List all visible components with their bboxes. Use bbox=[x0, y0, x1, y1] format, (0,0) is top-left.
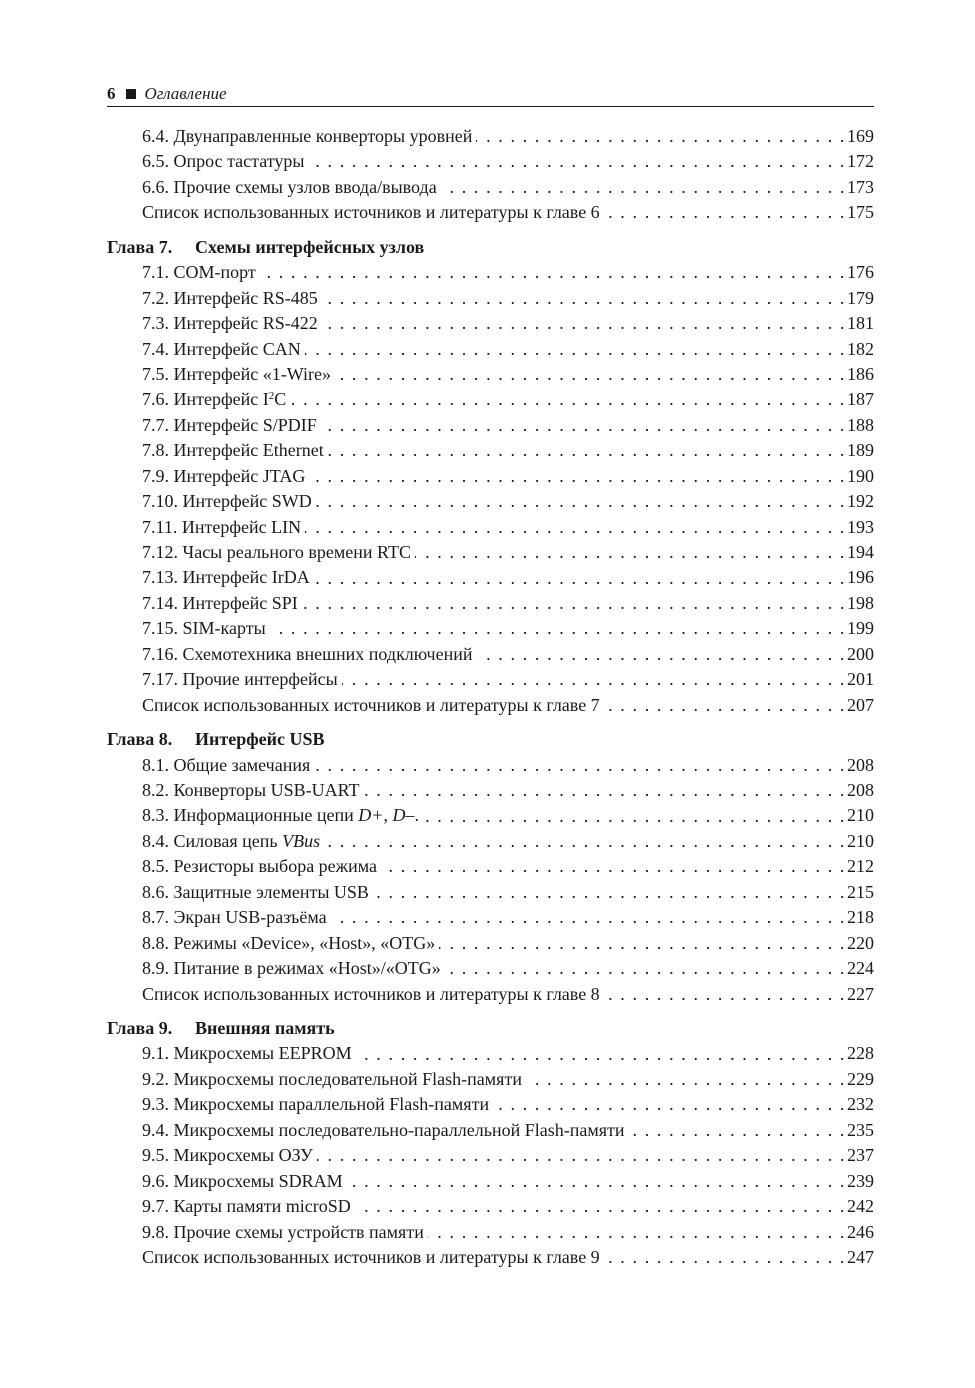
toc-entry[interactable] bbox=[107, 854, 874, 879]
entry-page-number: 188 bbox=[847, 414, 874, 435]
dot-leader bbox=[331, 905, 846, 930]
entry-page-number: 186 bbox=[847, 363, 874, 384]
entry-label: 7.2. Интерфейс RS-485 bbox=[142, 287, 318, 308]
label-text: 8.3. Информационные цепи bbox=[142, 805, 359, 826]
chapter-heading bbox=[107, 727, 874, 753]
entry-label: 7.4. Интерфейс CAN bbox=[142, 338, 301, 359]
entry-page-number: 200 bbox=[847, 643, 874, 664]
entry-page-number: 172 bbox=[847, 151, 874, 172]
chapter-number: Глава 7. bbox=[107, 236, 173, 257]
toc-entry[interactable] bbox=[107, 540, 874, 565]
dot-leader bbox=[290, 387, 846, 412]
label-italic: D+ bbox=[358, 805, 384, 826]
entry-label bbox=[142, 387, 286, 412]
label-superscript: 2 bbox=[268, 390, 275, 403]
entry-label: 7.10. Интерфейс SWD bbox=[142, 491, 312, 512]
dot-leader bbox=[321, 413, 846, 438]
entry-page-number: 173 bbox=[847, 176, 874, 197]
entry-label: 7.15. SIM-карты bbox=[142, 618, 266, 639]
toc-entry[interactable] bbox=[107, 753, 874, 778]
dot-leader bbox=[476, 124, 846, 149]
entry-label: Список использованных источников и литературы к главе 9 bbox=[142, 1246, 600, 1267]
entry-page-number: 235 bbox=[847, 1119, 874, 1140]
entry-page-number: 210 bbox=[847, 830, 874, 851]
entry-page-number: 196 bbox=[847, 567, 874, 588]
toc-entry[interactable] bbox=[107, 515, 874, 540]
entry-page-number: 237 bbox=[847, 1145, 874, 1166]
dot-leader bbox=[342, 667, 846, 692]
page-number: 6 bbox=[107, 84, 116, 103]
entry-page-number: 242 bbox=[847, 1196, 874, 1217]
entry-label: 8.5. Резисторы выбора режима bbox=[142, 856, 377, 877]
toc-entry[interactable] bbox=[107, 804, 874, 829]
entry-label: 6.5. Опрос тастатуры bbox=[142, 151, 305, 172]
dot-leader bbox=[260, 260, 846, 285]
toc-entry[interactable] bbox=[107, 175, 874, 200]
entry-label: 7.11. Интерфейс LIN bbox=[142, 516, 302, 537]
entry-label: 7.13. Интерфейс IrDA bbox=[142, 567, 310, 588]
entry-label: 9.5. Микросхемы ОЗУ bbox=[142, 1145, 313, 1166]
dot-leader bbox=[356, 1042, 846, 1067]
entry-page-number: 227 bbox=[847, 983, 874, 1004]
entry-page-number: 208 bbox=[847, 780, 874, 801]
entry-label: 8.1. Общие замечания bbox=[142, 754, 311, 775]
toc-entry[interactable] bbox=[107, 1118, 874, 1143]
entry-label: 7.9. Интерфейс JTAG bbox=[142, 465, 306, 486]
toc-entry[interactable] bbox=[107, 1245, 874, 1270]
entry-page-number: 179 bbox=[847, 287, 874, 308]
entry-page-number: 192 bbox=[847, 491, 874, 512]
dot-leader bbox=[428, 1220, 846, 1245]
dot-leader bbox=[604, 1245, 846, 1270]
entry-label: 9.2. Микросхемы последовательной Flash-памяти bbox=[142, 1068, 522, 1089]
toc-entry[interactable] bbox=[107, 464, 874, 489]
dot-leader bbox=[322, 311, 846, 336]
dot-leader bbox=[477, 642, 847, 667]
toc-entry[interactable] bbox=[107, 124, 874, 149]
toc-entry[interactable] bbox=[107, 956, 874, 981]
toc-entry[interactable] bbox=[107, 337, 874, 362]
entry-page-number: 208 bbox=[847, 754, 874, 775]
dot-leader bbox=[604, 693, 846, 718]
dot-leader bbox=[493, 1092, 846, 1117]
entry-label: 9.7. Карты памяти microSD bbox=[142, 1196, 351, 1217]
toc-entry[interactable] bbox=[107, 642, 874, 667]
toc-entry[interactable] bbox=[107, 931, 874, 956]
entry-page-number: 207 bbox=[847, 694, 874, 715]
toc-entry[interactable] bbox=[107, 778, 874, 803]
entry-label: 7.8. Интерфейс Ethernet bbox=[142, 440, 324, 461]
entry-label: 9.4. Микросхемы последовательно-параллельной Flash-памяти bbox=[142, 1119, 625, 1140]
dot-leader bbox=[629, 1118, 846, 1143]
label-text: , bbox=[383, 805, 393, 826]
entry-page-number: 212 bbox=[847, 856, 874, 877]
label-text: 7.6. Интерфейс I bbox=[142, 389, 269, 410]
entry-page-number: 199 bbox=[847, 618, 874, 639]
entry-page-number: 201 bbox=[847, 669, 874, 690]
dot-leader bbox=[335, 362, 846, 387]
dot-leader bbox=[604, 982, 846, 1007]
toc-entry[interactable] bbox=[107, 982, 874, 1007]
dot-leader bbox=[316, 489, 846, 514]
dot-leader bbox=[305, 515, 846, 540]
entry-page-number: 220 bbox=[847, 932, 874, 953]
label-text: . bbox=[414, 805, 419, 826]
dot-leader bbox=[445, 956, 846, 981]
entry-label: 7.12. Часы реального времени RTC bbox=[142, 542, 411, 563]
entry-page-number: 175 bbox=[847, 202, 874, 223]
dot-leader bbox=[364, 778, 846, 803]
label-italic: VBus bbox=[282, 830, 321, 851]
entry-page-number: 189 bbox=[847, 440, 874, 461]
toc-entry[interactable] bbox=[107, 1092, 874, 1117]
chapter-number: Глава 9. bbox=[107, 1018, 173, 1038]
dot-leader bbox=[314, 566, 846, 591]
entry-label: 7.7. Интерфейс S/PDIF bbox=[142, 414, 317, 435]
dot-leader bbox=[423, 804, 846, 829]
entry-page-number: 210 bbox=[847, 805, 874, 826]
entry-label: 9.1. Микросхемы EEPROM bbox=[142, 1043, 352, 1064]
entry-page-number: 193 bbox=[847, 516, 874, 537]
dot-leader bbox=[441, 175, 846, 200]
dot-leader bbox=[324, 829, 846, 854]
dot-leader bbox=[317, 1143, 846, 1168]
chapter-title: Интерфейс USB bbox=[195, 729, 325, 750]
toc-entry[interactable] bbox=[107, 616, 874, 641]
toc-entry[interactable] bbox=[107, 489, 874, 514]
entry-label: 8.8. Режимы «Device», «Host», «OTG» bbox=[142, 932, 436, 953]
entry-page-number: 182 bbox=[847, 338, 874, 359]
toc-entry[interactable] bbox=[107, 200, 874, 225]
toc-entry[interactable] bbox=[107, 413, 874, 438]
dot-leader bbox=[415, 540, 846, 565]
toc-entry[interactable] bbox=[107, 1194, 874, 1219]
dot-leader bbox=[328, 438, 846, 463]
toc-entry[interactable] bbox=[107, 693, 874, 718]
entry-label: 8.9. Питание в режимах «Host»/«OTG» bbox=[142, 958, 441, 979]
entry-label bbox=[142, 803, 419, 828]
toc-entry[interactable] bbox=[107, 591, 874, 616]
entry-page-number: 228 bbox=[847, 1043, 874, 1064]
entry-label: 7.17. Прочие интерфейсы bbox=[142, 669, 338, 690]
entry-page-number: 187 bbox=[847, 389, 874, 410]
toc-entry[interactable] bbox=[107, 667, 874, 692]
entry-label bbox=[142, 829, 320, 854]
dot-leader bbox=[381, 854, 846, 879]
toc-entry[interactable] bbox=[107, 1042, 874, 1067]
entry-page-number: 190 bbox=[847, 465, 874, 486]
toc-entry[interactable] bbox=[107, 880, 874, 905]
chapter-title: Внешняя память bbox=[195, 1018, 335, 1038]
entry-label: 7.14. Интерфейс SPI bbox=[142, 592, 298, 613]
dot-leader bbox=[322, 286, 846, 311]
entry-page-number: 181 bbox=[847, 313, 874, 334]
running-header bbox=[107, 82, 874, 107]
entry-page-number: 229 bbox=[847, 1068, 874, 1089]
label-text: C bbox=[274, 389, 287, 410]
chapter-heading bbox=[107, 1016, 874, 1042]
dot-leader bbox=[347, 1169, 846, 1194]
entry-label: 8.7. Экран USB-разъёма bbox=[142, 907, 327, 928]
entry-label: 6.4. Двунаправленные конверторы уровней bbox=[142, 125, 473, 146]
entry-label: 7.5. Интерфейс «1-Wire» bbox=[142, 363, 332, 384]
dot-leader bbox=[305, 337, 846, 362]
toc-entry[interactable] bbox=[107, 1067, 874, 1092]
entry-label: Список использованных источников и литературы к главе 7 bbox=[142, 694, 600, 715]
toc-entry[interactable] bbox=[107, 438, 874, 463]
entry-label: 6.6. Прочие схемы узлов ввода/вывода bbox=[142, 176, 437, 197]
dot-leader bbox=[270, 616, 846, 641]
entry-page-number: 198 bbox=[847, 592, 874, 613]
entry-label: 8.6. Защитные элементы USB bbox=[142, 881, 369, 902]
label-text: 8.4. Силовая цепь bbox=[142, 830, 283, 851]
entry-label: 7.1. COM-порт bbox=[142, 262, 256, 283]
chapter-heading bbox=[107, 235, 874, 261]
dot-leader bbox=[308, 149, 846, 174]
toc-entry[interactable] bbox=[107, 566, 874, 591]
toc-entry[interactable] bbox=[107, 362, 874, 387]
toc-entry[interactable] bbox=[107, 905, 874, 930]
entry-label: 9.8. Прочие схемы устройств памяти bbox=[142, 1221, 424, 1242]
entry-page-number: 218 bbox=[847, 907, 874, 928]
entry-page-number: 224 bbox=[847, 958, 874, 979]
entry-page-number: 232 bbox=[847, 1094, 874, 1115]
entry-label: Список использованных источников и литературы к главе 6 bbox=[142, 202, 600, 223]
entry-page-number: 246 bbox=[847, 1221, 874, 1242]
toc-entry[interactable] bbox=[107, 311, 874, 336]
toc-entry[interactable] bbox=[107, 149, 874, 174]
toc-entry[interactable] bbox=[107, 829, 874, 854]
entry-label: 8.2. Конверторы USB-UART bbox=[142, 780, 360, 801]
toc-entry[interactable] bbox=[107, 286, 874, 311]
dot-leader bbox=[604, 200, 846, 225]
toc-entry[interactable] bbox=[107, 1169, 874, 1194]
dot-leader bbox=[309, 464, 846, 489]
chapter-title: Схемы интерфейсных узлов bbox=[195, 236, 425, 257]
toc-entry[interactable] bbox=[107, 1143, 874, 1168]
table-of-contents bbox=[107, 124, 874, 1270]
square-bullet-icon bbox=[126, 89, 136, 99]
entry-label: Список использованных источников и литературы к главе 8 bbox=[142, 983, 600, 1004]
entry-page-number: 176 bbox=[847, 262, 874, 283]
entry-page-number: 247 bbox=[847, 1246, 874, 1267]
dot-leader bbox=[302, 591, 846, 616]
toc-entry[interactable] bbox=[107, 260, 874, 285]
dot-leader bbox=[373, 880, 846, 905]
label-italic: D– bbox=[392, 805, 415, 826]
entry-label: 9.6. Микросхемы SDRAM bbox=[142, 1170, 343, 1191]
entry-page-number: 194 bbox=[847, 542, 874, 563]
dot-leader bbox=[439, 931, 846, 956]
entry-page-number: 215 bbox=[847, 881, 874, 902]
entry-label: 7.16. Схемотехника внешних подключений bbox=[142, 643, 473, 664]
running-title: Оглавление bbox=[144, 84, 227, 103]
toc-entry[interactable] bbox=[107, 1220, 874, 1245]
dot-leader bbox=[526, 1067, 846, 1092]
entry-label: 7.3. Интерфейс RS-422 bbox=[142, 313, 318, 334]
toc-entry[interactable] bbox=[107, 387, 874, 412]
entry-page-number: 169 bbox=[847, 125, 874, 146]
chapter-number: Глава 8. bbox=[107, 729, 173, 750]
entry-page-number: 239 bbox=[847, 1170, 874, 1191]
entry-label: 9.3. Микросхемы параллельной Flash-памяти bbox=[142, 1094, 490, 1115]
dot-leader bbox=[355, 1194, 846, 1219]
dot-leader bbox=[314, 753, 846, 778]
